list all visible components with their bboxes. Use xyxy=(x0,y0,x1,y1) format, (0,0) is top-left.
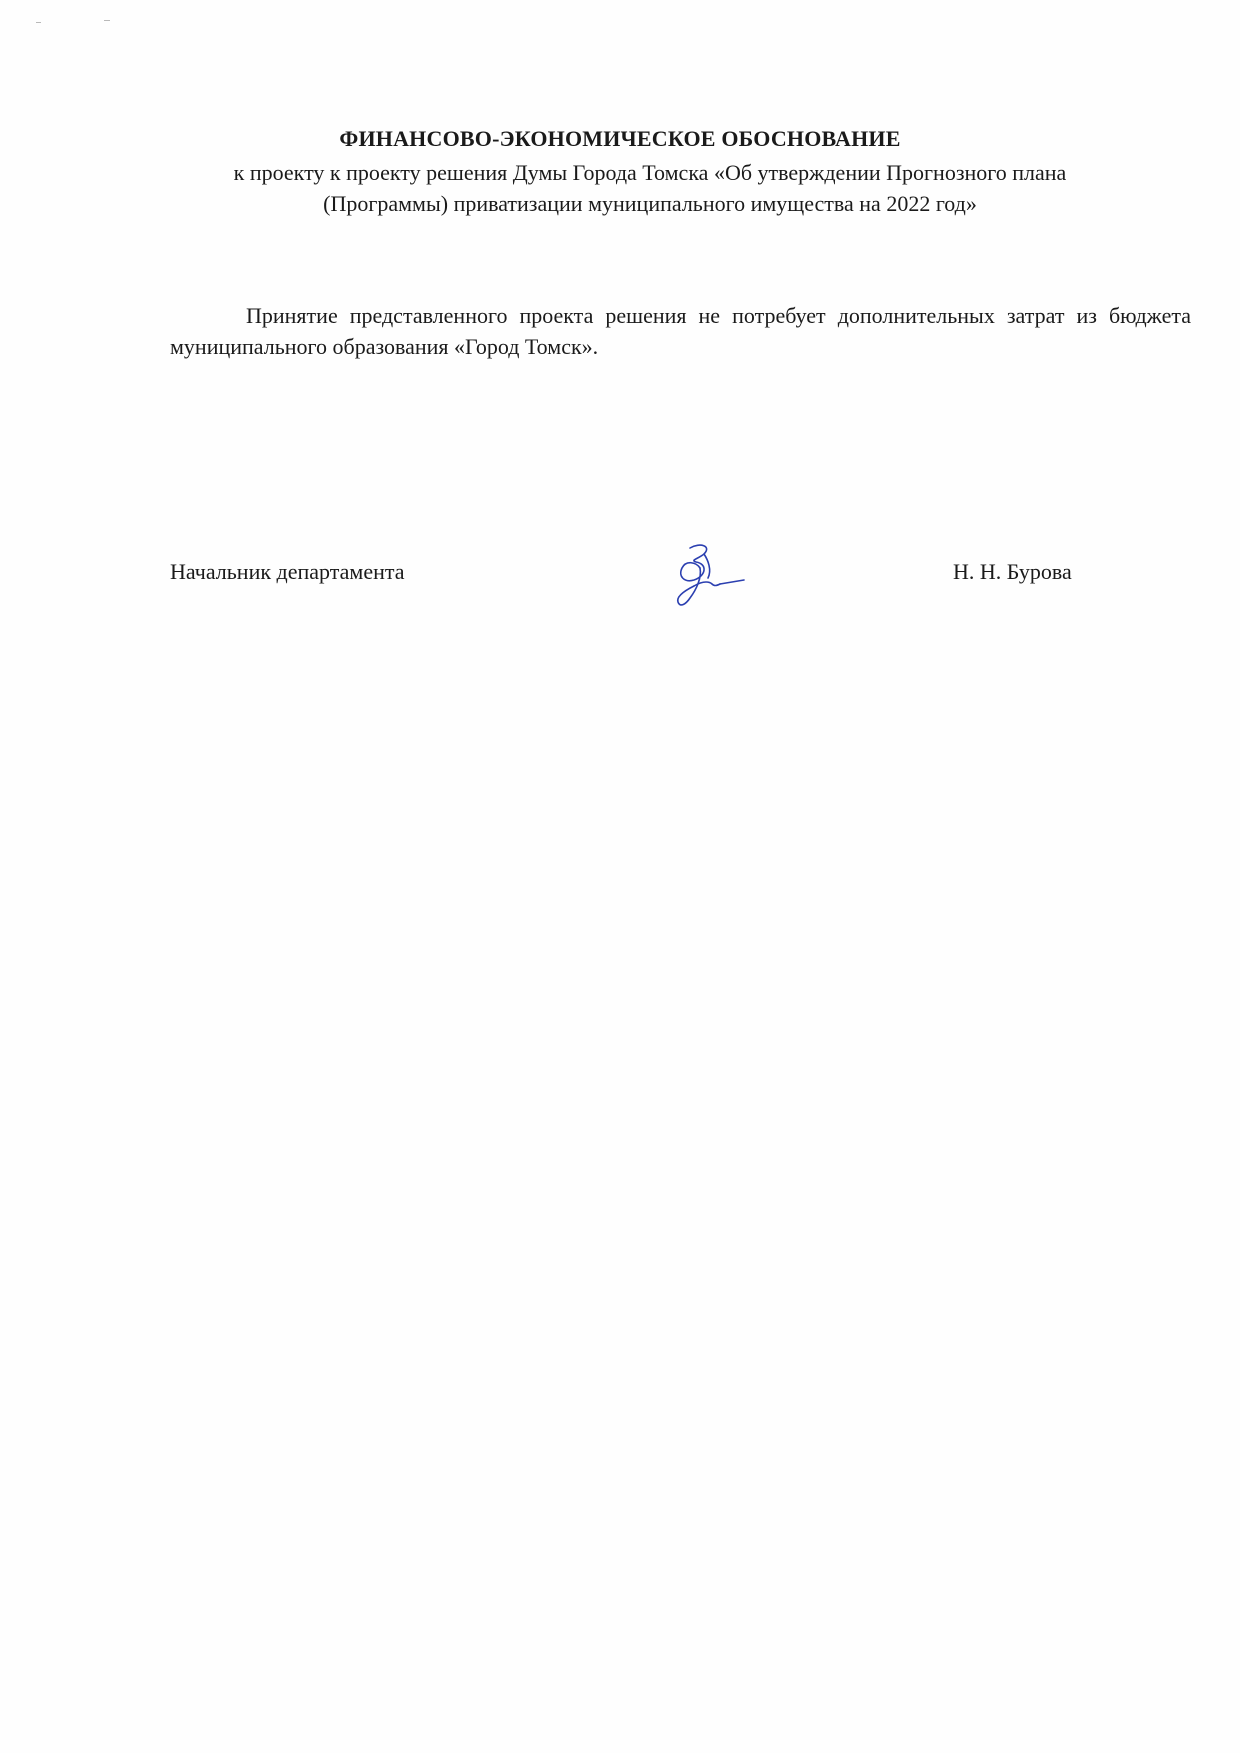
signatory-role: Начальник департамента xyxy=(170,559,405,584)
subtitle-line: (Программы) приватизации муниципального имущества на 2022 год» xyxy=(323,191,977,216)
scan-mark xyxy=(104,20,110,21)
scan-mark xyxy=(36,22,41,23)
subtitle-line: к проекту к проекту решения Думы Города Томска «Об утверждении Прогнозного плана xyxy=(233,160,1067,185)
signatory-name: Н. Н. Бурова xyxy=(953,559,1072,584)
document-title: ФИНАНСОВО-ЭКОНОМИЧЕСКОЕ ОБОСНОВАНИЕ xyxy=(339,126,901,151)
signature-icon xyxy=(660,540,760,625)
body-paragraph: Принятие представленного проекта решения не потребует дополнительных затрат из бюджета муниципального образования «Город Томск». xyxy=(170,303,1191,359)
document-subtitle xyxy=(150,157,1150,219)
